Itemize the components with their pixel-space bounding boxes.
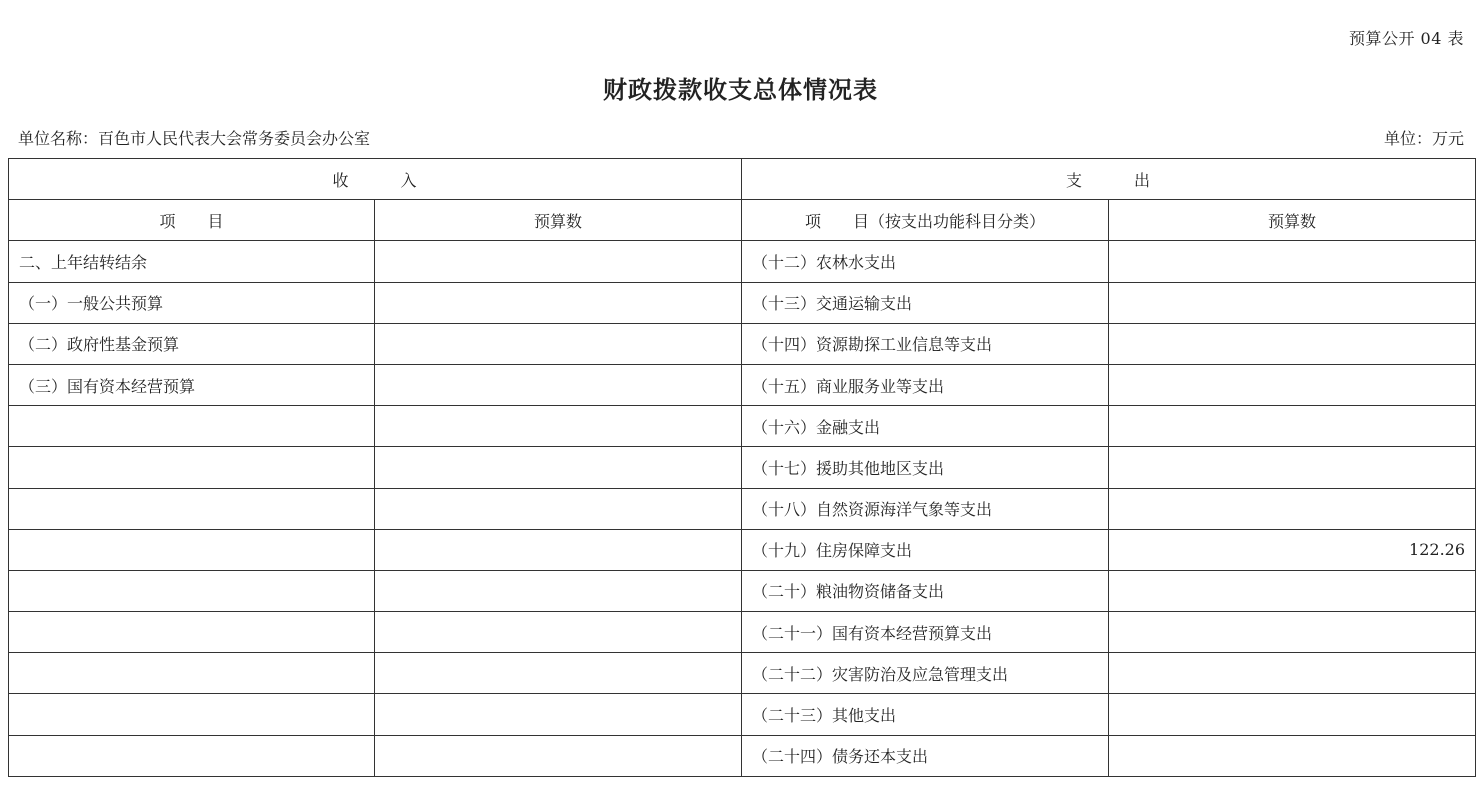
income-budget-cell <box>375 447 742 488</box>
income-item-cell <box>9 653 375 694</box>
form-code: 预算公开 04 表 <box>1348 29 1464 48</box>
income-item-cell <box>9 406 375 447</box>
expense-item-cell: （十四）资源勘探工业信息等支出 <box>742 323 1109 364</box>
table-row <box>9 241 1476 282</box>
group-header-row <box>9 159 1476 200</box>
income-budget-cell <box>375 694 742 735</box>
income-budget-cell <box>375 241 742 282</box>
table-row <box>9 364 1476 405</box>
expense-budget-cell <box>1109 570 1476 611</box>
table-row <box>9 406 1476 447</box>
table-row <box>9 612 1476 653</box>
expense-item-cell: （二十二）灾害防治及应急管理支出 <box>742 653 1109 694</box>
income-item-cell: （二）政府性基金预算 <box>9 323 375 364</box>
expense-budget-cell <box>1109 694 1476 735</box>
expense-item-cell: （十八）自然资源海洋气象等支出 <box>742 488 1109 529</box>
income-budget-cell <box>375 653 742 694</box>
table-row <box>9 570 1476 611</box>
expense-item-cell: （二十四）债务还本支出 <box>742 735 1109 776</box>
income-budget-cell <box>375 406 742 447</box>
expense-budget-cell <box>1109 653 1476 694</box>
expense-budget-cell <box>1109 241 1476 282</box>
table-row <box>9 447 1476 488</box>
income-budget-cell <box>375 282 742 323</box>
expense-item-cell: （十三）交通运输支出 <box>742 282 1109 323</box>
expense-budget-cell <box>1109 406 1476 447</box>
table-row <box>9 694 1476 735</box>
expense-item-cell: （十二）农林水支出 <box>742 241 1109 282</box>
income-item-cell <box>9 529 375 570</box>
expense-budget-header: 预算数 <box>1109 200 1476 241</box>
column-header-row <box>9 200 1476 241</box>
expense-item-cell: （十七）援助其他地区支出 <box>742 447 1109 488</box>
income-item-header: 项 目 <box>9 200 375 241</box>
table-row <box>9 282 1476 323</box>
income-budget-cell <box>375 570 742 611</box>
income-item-cell: （三）国有资本经营预算 <box>9 364 375 405</box>
table-row <box>9 529 1476 570</box>
income-budget-cell <box>375 364 742 405</box>
income-budget-cell <box>375 488 742 529</box>
expense-item-cell: （十六）金融支出 <box>742 406 1109 447</box>
income-item-cell <box>9 612 375 653</box>
income-item-cell <box>9 570 375 611</box>
expense-budget-cell <box>1109 364 1476 405</box>
income-group-header: 收 入 <box>9 159 742 200</box>
expense-group-header: 支 出 <box>742 159 1476 200</box>
table-row <box>9 488 1476 529</box>
expense-item-cell: （二十）粮油物资储备支出 <box>742 570 1109 611</box>
unit-measure: 单位：万元 <box>1383 129 1464 148</box>
budget-table-body <box>9 159 1476 777</box>
expense-item-cell: （十五）商业服务业等支出 <box>742 364 1109 405</box>
income-item-cell <box>9 488 375 529</box>
expense-budget-cell <box>1109 323 1476 364</box>
expense-budget-cell <box>1109 488 1476 529</box>
expense-item-cell: （十九）住房保障支出 <box>742 529 1109 570</box>
income-item-cell <box>9 447 375 488</box>
table-row <box>9 735 1476 776</box>
income-budget-header: 预算数 <box>375 200 742 241</box>
expense-item-cell: （二十一）国有资本经营预算支出 <box>742 612 1109 653</box>
expense-budget-cell <box>1109 447 1476 488</box>
income-item-cell <box>9 735 375 776</box>
income-item-cell: （一）一般公共预算 <box>9 282 375 323</box>
income-budget-cell <box>375 323 742 364</box>
expense-budget-cell <box>1109 612 1476 653</box>
table-row <box>9 323 1476 364</box>
income-item-cell <box>9 694 375 735</box>
expense-budget-cell <box>1109 282 1476 323</box>
income-budget-cell <box>375 529 742 570</box>
expense-budget-cell: 122.26 <box>1109 529 1476 570</box>
income-budget-cell <box>375 612 742 653</box>
budget-table <box>8 158 1476 777</box>
unit-name: 单位名称：百色市人民代表大会常务委员会办公室 <box>18 129 371 148</box>
expense-item-cell: （二十三）其他支出 <box>742 694 1109 735</box>
page-title: 财政拨款收支总体情况表 <box>603 75 878 104</box>
table-row <box>9 653 1476 694</box>
expense-item-header: 项 目（按支出功能科目分类） <box>742 200 1109 241</box>
income-item-cell: 二、上年结转结余 <box>9 241 375 282</box>
expense-budget-cell <box>1109 735 1476 776</box>
income-budget-cell <box>375 735 742 776</box>
